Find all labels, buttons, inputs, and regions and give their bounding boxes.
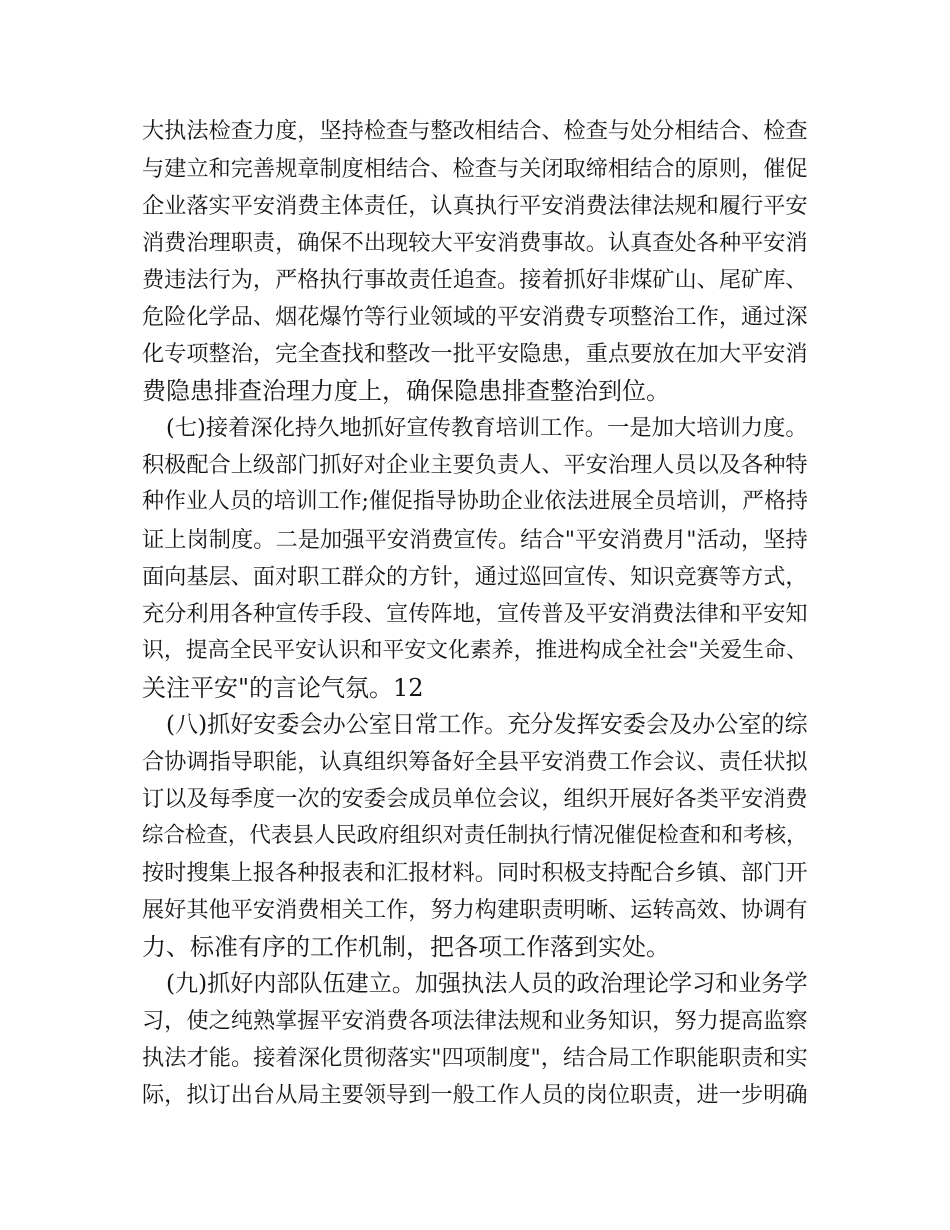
text-line: 消费治理职责，确保不出现较大平安消费事故。认真查处各种平安消	[142, 230, 808, 256]
text-line: 种作业人员的培训工作;催促指导协助企业依法进展全员培训，严格持	[142, 489, 808, 514]
text-line: 执法才能。接着深化贯彻落实"四项制度"，结合局工作职能职责和实	[142, 1045, 808, 1071]
paragraph-first-line: (八)抓好安委会办公室日常工作。充分发挥安委会及办公室的综	[166, 712, 808, 738]
text-line: 综合检查，代表县人民政府组织对责任制执行情况催促检查和和考核，	[142, 823, 808, 848]
text-line: 关注平安"的言论气氛。12	[142, 674, 424, 702]
text-line: 大执法检查力度，坚持检查与整改相结合、检查与处分相结合、检查	[142, 118, 808, 144]
text-line: 化专项整治，完全查找和整改一批平安隐患，重点要放在加大平安消	[142, 341, 808, 367]
text-line: 危险化学品、烟花爆竹等行业领域的平安消费专项整治工作，通过深	[142, 304, 808, 330]
text-line: 展好其他平安消费相关工作，努力构建职责明晰、运转高效、协调有	[142, 897, 808, 923]
text-line: 订以及每季度一次的安委会成员单位会议，组织开展好各类平安消费	[142, 786, 808, 812]
text-line: 企业落实平安消费主体责任，认真执行平安消费法律法规和履行平安	[142, 193, 808, 219]
text-line: 按时搜集上报各种报表和汇报材料。同时积极支持配合乡镇、部门开	[142, 860, 808, 886]
text-line: 识，提高全民平安认识和平安文化素养，推进构成全社会"关爱生命、	[142, 638, 808, 663]
text-line: 与建立和完善规章制度相结合、检查与关闭取缔相结合的原则，催促	[142, 156, 808, 182]
paragraph-first-line: (七)接着深化持久地抓好宣传教育培训工作。一是加大培训力度。	[166, 415, 808, 441]
text-line: 积极配合上级部门抓好对企业主要负责人、平安治理人员以及各种特	[142, 452, 808, 478]
text-line: 合协调指导职能，认真组织筹备好全县平安消费工作会议、责任状拟	[142, 749, 808, 775]
text-line: 面向基层、面对职工群众的方针，通过巡回宣传、知识竞赛等方式，	[142, 564, 808, 590]
text-line: 费违法行为，严格执行事故责任追查。接着抓好非煤矿山、尾矿库、	[142, 267, 808, 293]
text-line: 充分利用各种宣传手段、宣传阵地，宣传普及平安消费法律和平安知	[142, 601, 808, 627]
text-line: 证上岗制度。二是加强平安消费宣传。结合"平安消费月"活动，坚持	[142, 527, 808, 553]
text-line: 际，拟订出台从局主要领导到一般工作人员的岗位职责，进一步明确	[142, 1082, 808, 1108]
text-line: 力、标准有序的工作机制，把各项工作落到实处。	[142, 933, 670, 961]
text-line: 习，使之纯熟掌握平安消费各项法律法规和业务知识，努力提高监察	[142, 1008, 808, 1034]
text-line: 费隐患排查治理力度上，确保隐患排查整治到位。	[142, 377, 670, 405]
paragraph-first-line: (九)抓好内部队伍建立。加强执法人员的政治理论学习和业务学	[166, 971, 808, 997]
